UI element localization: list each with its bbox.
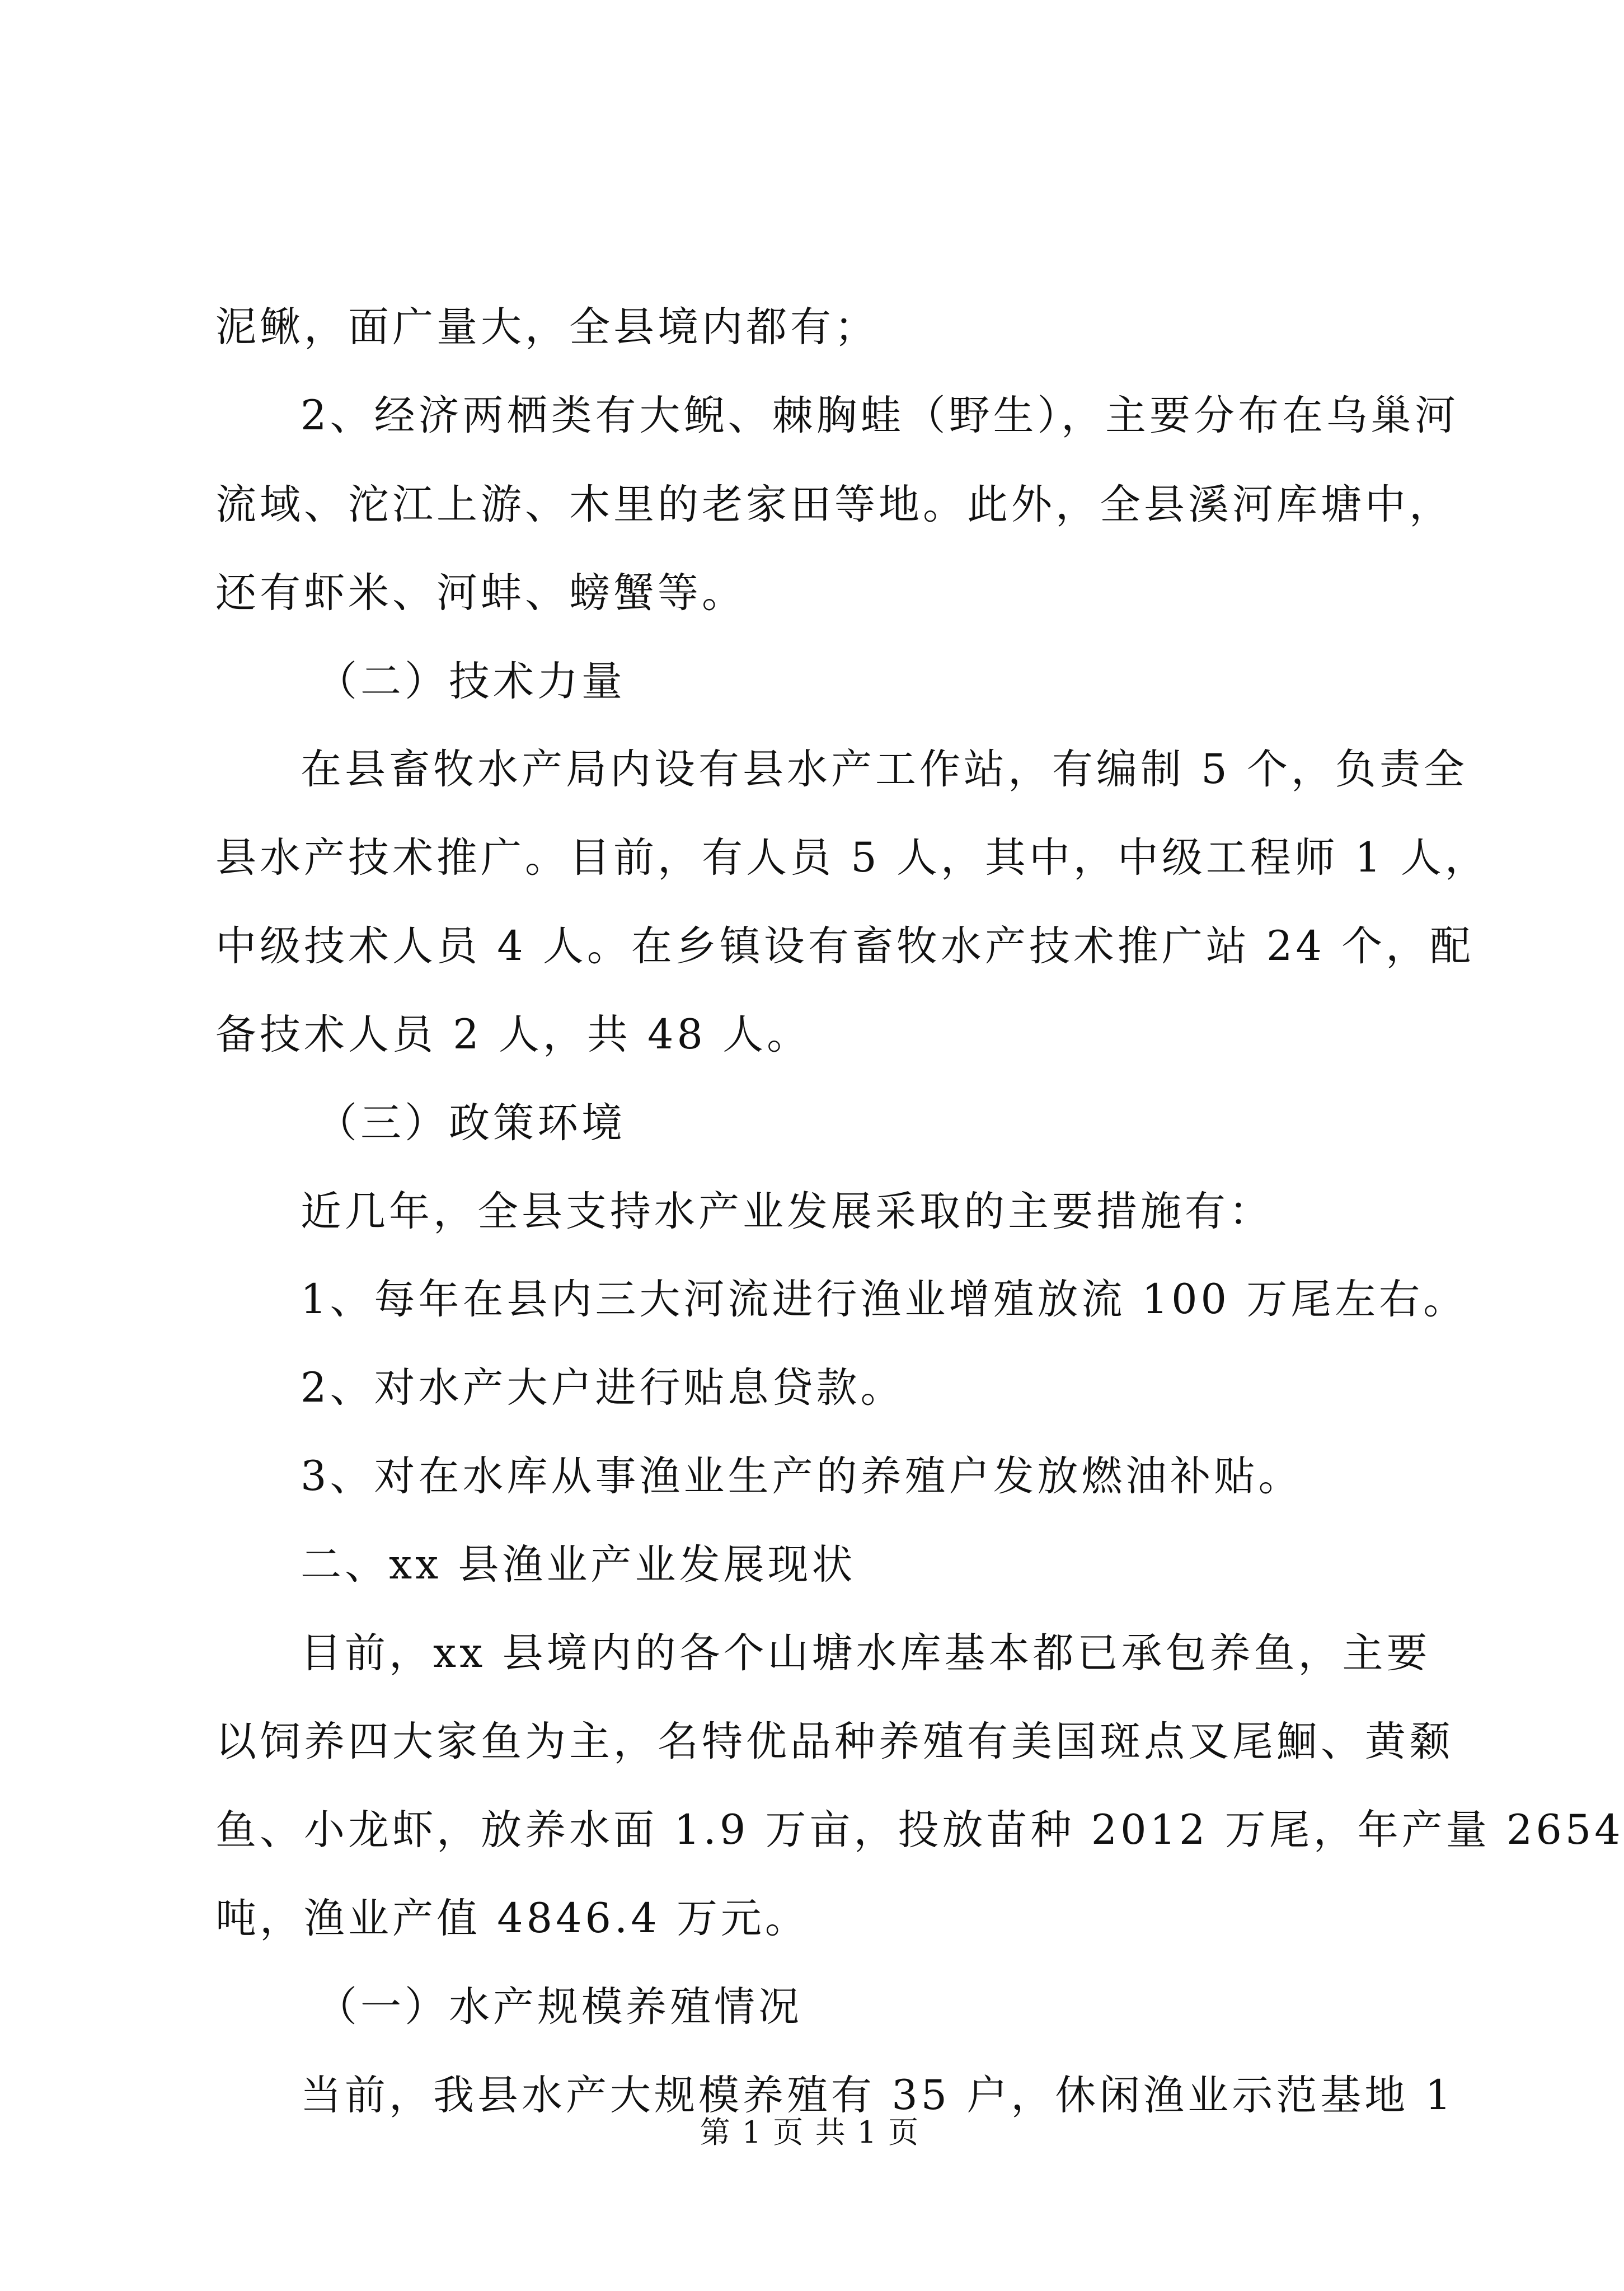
text-line: 2、经济两栖类有大鲵、棘胸蛙（野生），主要分布在乌巢河 [301,392,1459,439]
text-line: 以饲养四大家鱼为主，名特优品种养殖有美国斑点叉尾鮰、黄颡 [215,1718,1453,1765]
page-footer: 第 1 页 共 1 页 [700,2115,920,2150]
text-line: 2、对水产大户进行贴息贷款。 [301,1364,905,1412]
text-line: 备技术人员 2 人，共 48 人。 [215,1011,811,1058]
text-line: 当前，我县水产大规模养殖有 35 户，休闲渔业示范基地 1 [301,2072,1454,2119]
section-heading: （一）水产规模养殖情况 [316,1983,802,2031]
text-line: 1、每年在县内三大河流进行渔业增殖放流 100 万尾左右。 [301,1276,1468,1323]
text-line: 在县畜牧水产局内设有县水产工作站，有编制 5 个，负责全 [301,746,1468,793]
section-heading: （三）政策环境 [316,1099,626,1147]
text-line: 县水产技术推广。目前，有人员 5 人，其中，中级工程师 1 人， [215,834,1489,882]
text-line: 鱼、小龙虾，放养水面 1.9 万亩，投放苗种 2012 万尾，年产量 2654 [215,1806,1624,1854]
text-line: 目前，xx 县境内的各个山塘水库基本都已承包养鱼，主要 [301,1629,1431,1677]
text-line: 中级技术人员 4 人。在乡镇设有畜牧水产技术推广站 24 个，配 [215,922,1475,970]
text-line: 3、对在水库从事渔业生产的养殖户发放燃油补贴。 [301,1453,1303,1500]
text-line: 泥鳅，面广量大，全县境内都有； [215,303,879,351]
section-heading: 二、xx 县渔业产业发展现状 [301,1541,856,1589]
text-line: 近几年，全县支持水产业发展采取的主要措施有： [301,1188,1273,1235]
text-line: 还有虾米、河蚌、螃蟹等。 [215,569,746,617]
section-heading: （二）技术力量 [316,658,626,705]
text-line: 流域、沱江上游、木里的老家田等地。此外，全县溪河库塘中， [215,481,1453,528]
text-line: 吨，渔业产值 4846.4 万元。 [215,1895,809,1942]
